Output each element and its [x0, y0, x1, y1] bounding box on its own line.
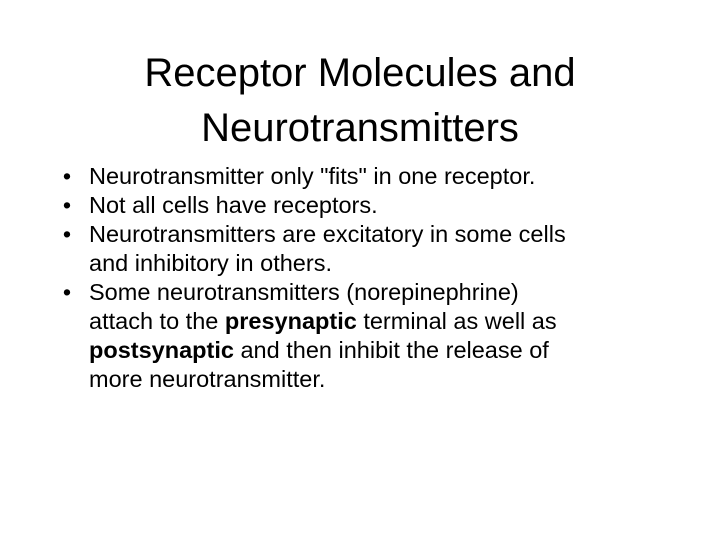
bullet-marker: • [62, 163, 72, 189]
bullet-text-2: Not all cells have receptors. [89, 192, 378, 218]
bullet-text-4-line-1: Some neurotransmitters (norepinephrine) [89, 279, 519, 305]
bullet-text-1: Neurotransmitter only "fits" in one receptor. [89, 163, 536, 189]
bullet-list [0, 162, 700, 394]
bullet-marker: • [62, 279, 72, 305]
bullet-marker: • [62, 192, 72, 218]
title-line-1: Receptor Molecules and [144, 51, 576, 95]
bullet-text-4-line-4: more neurotransmitter. [89, 366, 326, 392]
bullet-item-1 [0, 162, 700, 191]
bullet-marker: • [62, 221, 72, 247]
presynaptic-term: presynaptic [224, 308, 357, 334]
bullet-text-3-line-2: and inhibitory in others. [89, 250, 332, 276]
bullet-text-3-line-1: Neurotransmitters are excitatory in some cells [89, 221, 566, 247]
slide-title [40, 46, 680, 156]
bullet-item-4 [0, 278, 700, 394]
title-line-2: Neurotransmitters [201, 106, 519, 150]
bullet-text-4-line-2-pre: attach to the [89, 308, 225, 334]
bullet-text-4-line-2-post: terminal as well as [356, 308, 557, 334]
bullet-item-3 [0, 220, 700, 278]
bullet-item-2 [0, 191, 700, 220]
bullet-text-4-line-3-post: and then inhibit the release of [233, 337, 549, 363]
postsynaptic-term: postsynaptic [89, 337, 234, 363]
